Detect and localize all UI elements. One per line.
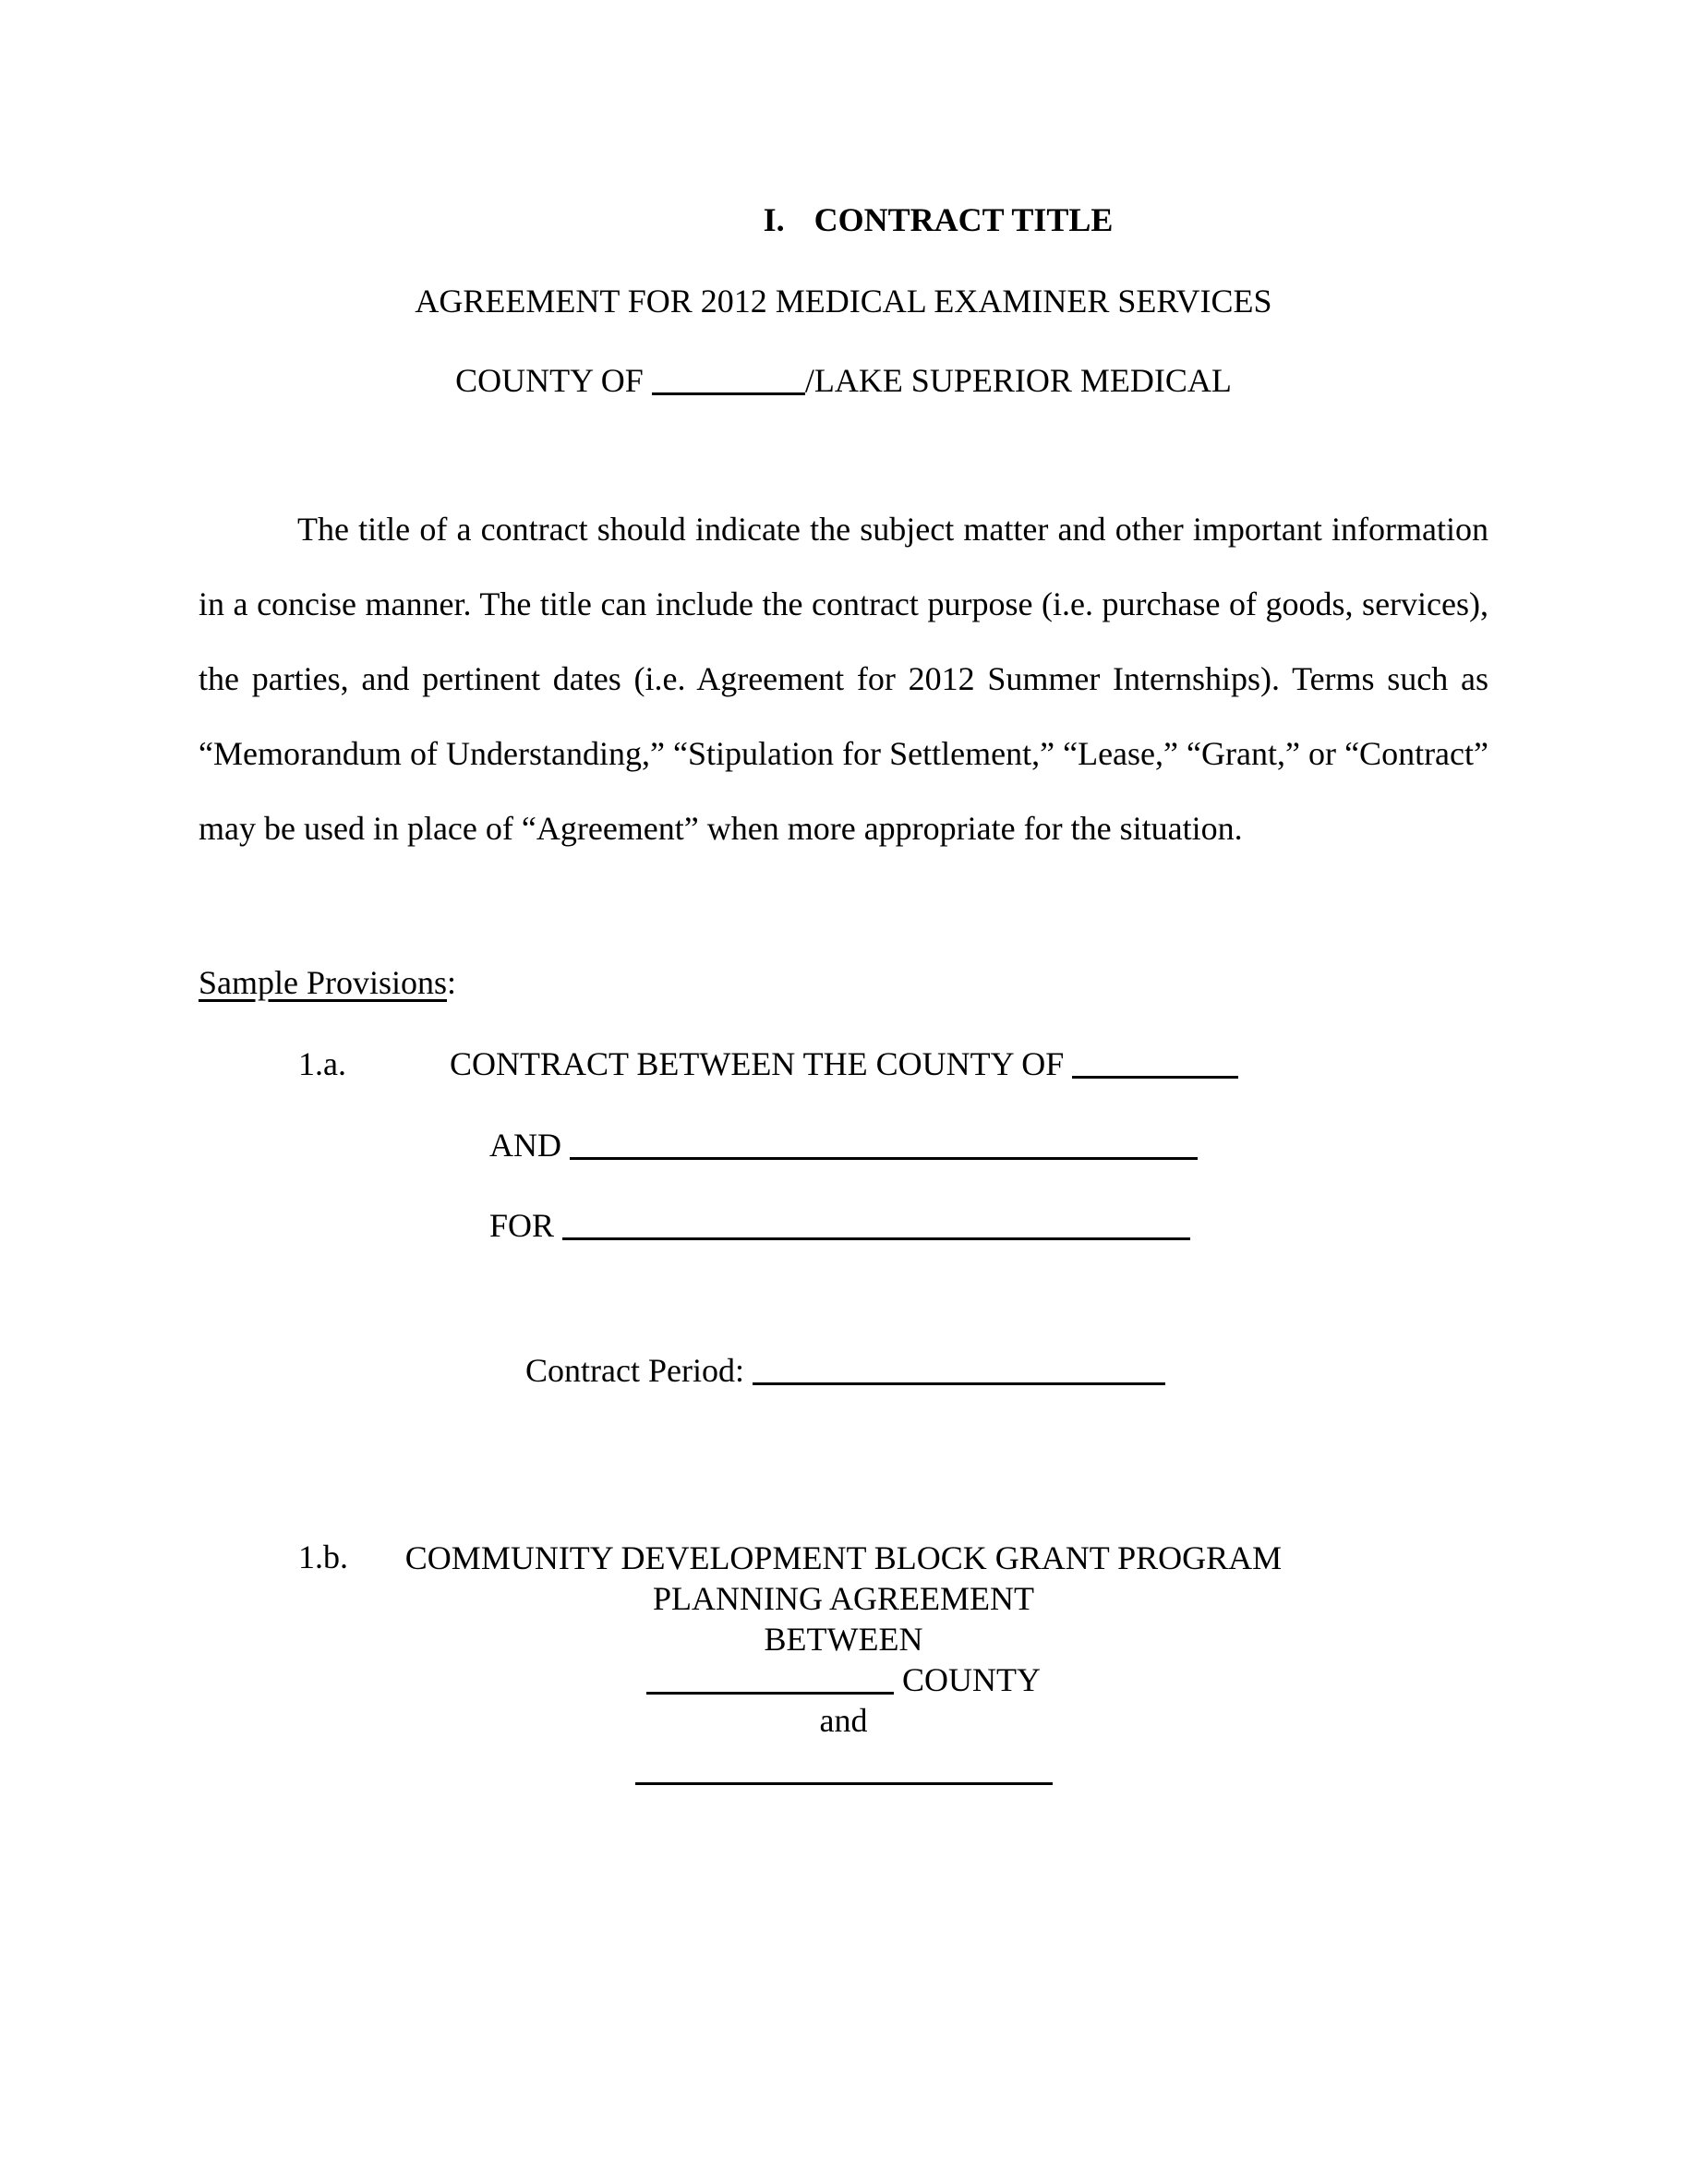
section-number: I.: [763, 201, 785, 238]
sample-provisions-heading: [199, 962, 1488, 1003]
provision-b-line6: [199, 1750, 1488, 1791]
provision-b-county-label: COUNTY: [902, 1661, 1041, 1698]
provision-a-line1-text: CONTRACT BETWEEN THE COUNTY OF: [450, 1045, 1065, 1082]
provision-a-county-blank-line: [1072, 1048, 1238, 1079]
provision-b-line2: PLANNING AGREEMENT: [653, 1580, 1034, 1617]
sample-provisions-colon: :: [447, 964, 457, 1001]
contract-period-blank-line: [753, 1355, 1165, 1385]
provision-a-and-blank-line: [570, 1129, 1198, 1160]
intro-paragraph: The title of a contract should indicate the subject matter and other important information in a concise manner. The title can include the contract purpose (i.e. purchase of goods, services), the parties, and pertinent dates (i.e. Agreement for 2012 Summer Internships). Terms such as “Memorandum of Understanding,” “Stipulation for Settlement,” “Lease,” “Grant,” or “Contract” may be used in place of “Agreement” when more appropriate for the situation.: [199, 511, 1488, 847]
sample-provisions-label: Sample Provisions: [199, 964, 448, 1001]
provision-a-line1: [199, 1044, 1488, 1084]
provision-b-county-blank-line: [646, 1664, 894, 1695]
provision-a-for-label: FOR: [489, 1207, 555, 1244]
lake-superior-label: /LAKE SUPERIOR MEDICAL: [804, 362, 1232, 399]
provision-b-line1: COMMUNITY DEVELOPMENT BLOCK GRANT PROGRAM: [404, 1539, 1283, 1576]
provision-b-number: 1.b.: [298, 1538, 348, 1575]
provision-a-line3: [199, 1205, 1488, 1246]
provision-a-period-line: [199, 1350, 1488, 1391]
provision-b-final-blank-line: [635, 1755, 1053, 1785]
county-of-label: COUNTY OF: [455, 362, 644, 399]
provision-b-line4: [199, 1659, 1488, 1700]
provision-a-and-label: AND: [489, 1127, 561, 1164]
provision-a-for-blank-line: [562, 1210, 1190, 1240]
contract-period-label: Contract Period:: [525, 1352, 744, 1389]
county-title-line: [199, 360, 1488, 401]
provision-a-line2: [199, 1125, 1488, 1165]
provision-b-line3: BETWEEN: [764, 1621, 923, 1658]
county-name-blank-line: [652, 365, 805, 395]
section-heading-text: CONTRACT TITLE: [813, 201, 1114, 238]
provision-a-number: 1.a.: [298, 1045, 346, 1082]
section-heading: [388, 199, 1488, 240]
provision-b-line5: and: [819, 1702, 868, 1739]
agreement-title-line: AGREEMENT FOR 2012 MEDICAL EXAMINER SERVICES: [415, 283, 1272, 320]
provision-b-block: [199, 1538, 1488, 1791]
